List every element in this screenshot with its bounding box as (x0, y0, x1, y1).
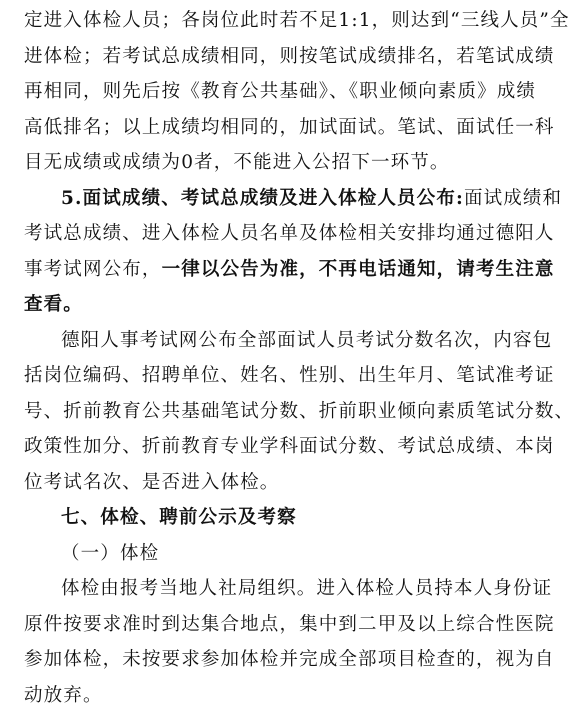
body-line: 括岗位编码、招聘单位、姓名、性别、出生年月、笔试准考证 (24, 365, 555, 386)
body-line: 政策性加分、折前教育专业学科面试分数、考试总成绩、本岗 (24, 436, 555, 457)
body-line: 目无成绩或成绩为0者，不能进入公招下一环节。 (24, 152, 450, 173)
body-line: 考试总成绩、进入体检人员名单及体检相关安排均通过德阳人 (24, 223, 555, 244)
bold-notice: 查看。 (24, 294, 83, 315)
body-line: 动放弃。 (24, 685, 103, 706)
body-line: 进体检；若考试总成绩相同，则按笔试成绩排名，若笔试成绩 (24, 46, 555, 67)
body-line: 原件按要求准时到达集合地点，集中到二甲及以上综合性医院 (24, 614, 555, 635)
body-line: 参加体检，未按要求参加体检并完成全部项目检查的，视为自 (24, 649, 555, 670)
subsection-heading: （一）体检 (61, 543, 160, 564)
body-line: 德阳人事考试网公布全部面试人员考试分数名次，内容包 (61, 330, 553, 351)
section-5-notice-line (24, 259, 555, 280)
body-line: 号、折前教育公共基础笔试分数、折前职业倾向素质笔试分数、 (24, 401, 574, 422)
section-5-text: 面试成绩和 (463, 188, 563, 209)
body-line: 高低排名；以上成绩均相同的，加试面试。笔试、面试任一科 (24, 117, 555, 138)
body-line: 体检由报考当地人社局组织。进入体检人员持本人身份证 (61, 578, 553, 599)
section-5-first-line (61, 188, 563, 209)
bold-notice: 一律以公告为准，不再电话通知，请考生注意 (161, 259, 555, 280)
body-line: 再相同，则先后按《教育公共基础》、《职业倾向素质》成绩 (24, 81, 537, 102)
body-line: 定进入体检人员；各岗位此时若不足1:1，则达到“三线人员”全 (24, 10, 570, 31)
section-5-text: 事考试网公布， (24, 259, 162, 280)
body-line: 位考试名次、是否进入体检。 (24, 472, 280, 493)
section-5-title: 5.面试成绩、考试总成绩及进入体检人员公布: (61, 188, 464, 209)
section-7-heading: 七、体检、聘前公示及考察 (61, 507, 297, 528)
